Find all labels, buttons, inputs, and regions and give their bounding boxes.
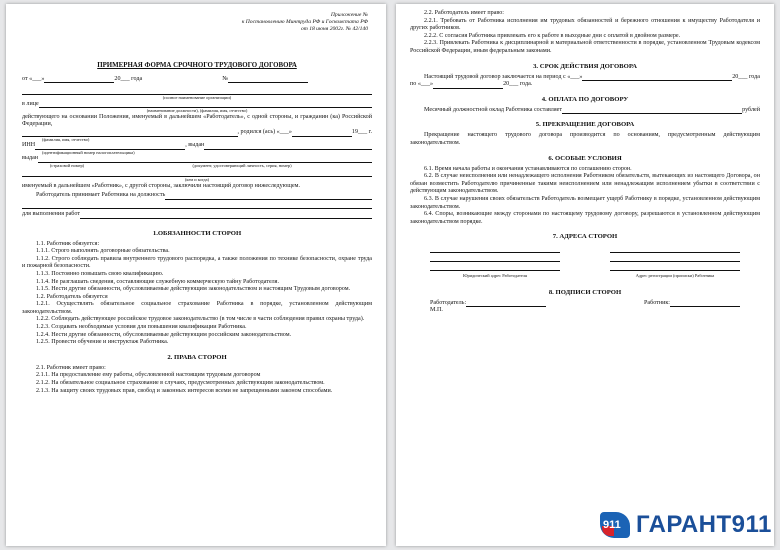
term-start-blank [582,74,732,81]
term-line-1 [410,74,760,82]
term-end-blank [433,82,503,89]
termination-text: Прекращение настоящего трудового договора производится по основаниям, предусмотренным действующим законодательством. [410,132,760,146]
garant-badge-icon [600,512,630,538]
issued-line [22,155,372,163]
appendix-note [178,12,368,32]
s2-item: 2.1.3. На защиту своих трудовых прав, свобод и законных интересов всеми не запрещенными законом способами. [36,387,333,394]
in-person-line [22,101,372,109]
s1-item: 1.1.1. Строго выполнять договорные обязательства. [36,248,170,255]
address-blank [610,244,740,253]
issued-blank [204,143,372,150]
born-line [22,129,372,137]
employee-sign-blank [670,300,740,307]
employee-label: Работник: [644,299,670,306]
term-to: по «___» [410,81,434,88]
born-label: , родился (ась) «___» [237,128,292,135]
salary-line [410,107,760,115]
employer-sign-blank [466,300,546,307]
issued2-blank [38,156,372,163]
s1-item: 1.1.5. Нести другие обязанности, обусловливаемые действующим законодательством и настоящим Трудовым договором. [36,286,351,293]
section-5-title: 5. ПРЕКРАЩЕНИЕ ДОГОВОРА [535,121,635,129]
inn-line [22,142,372,150]
s1-item: 1.2.3. Создавать необходимые условия для повышения квалификации Работника. [36,324,247,331]
s2-right-item: 2.2.2. С согласия Работника привлекать его к работе в выходные дни с оплатой в двойном размере. [424,32,681,39]
section-8-title: 8. ПОДПИСИ СТОРОН [548,288,622,296]
inn-label: ИНН [22,142,36,149]
s1-item: 1.2.2. Соблюдать действующее российское трудовое законодательство (в том числе в части соблюдения правил охраны труда). [36,316,365,323]
s1-item: 1.1. Работник обязуется: [36,240,100,247]
employer-address [430,244,560,279]
caption-row [22,163,372,169]
s2-right-item: 2.2. Работодатель имеет право: [424,10,504,16]
address-blocks [410,244,760,279]
issued2-label: выдан [22,155,39,162]
address-blank [430,262,560,271]
position-blank [165,193,372,200]
s1-item: 1.1.2. Строго соблюдать правила внутреннего трудового распорядка, а также положения по технике безопасности, охране труда и пожарной безопасности. [22,255,372,270]
s1-item: 1.2. Работодатель обязуется [36,293,108,300]
appendix-line: от 18 июня 2002г. № 42/140 [300,25,368,32]
address-blank [610,262,740,271]
s2-right-item: 2.2.3. Привлекать Работника к дисциплинарной и материальной ответственности в порядке, установленном Трудовым кодексом Российской Федерации, иным федеральным законами. [410,40,760,54]
caption-legal-address: Юридический адрес Работодателя [462,273,528,279]
s2-item: 2.1. Работник имеет право: [36,364,106,371]
inn-blank [35,143,185,150]
born-year: 19___ г. [351,128,372,135]
salary-text: Месячный должностной оклад Работника составляет [424,106,563,113]
appendix-line: к Постановлению Минтруда РФ и Госкомстата РФ [241,18,368,25]
number-blank [228,76,308,83]
in-person-label: в лице [22,100,39,107]
section-7-title: 7. АДРЕСА СТОРОН [552,233,618,241]
contract-page-2 [396,4,774,546]
for-work-line [22,211,372,219]
section-6-title: 6. ОСОБЫЕ УСЛОВИЯ [548,154,622,162]
caption-insurance: (страховой номер) [49,162,85,168]
paragraph-named: именуемый в дальнейшем «Работник», с другой стороны, заключили настоящий договор нижеследующем. [22,182,301,189]
s1-item: 1.2.1. Осуществлять обязательное социальное страхование Работника в порядке, установленном действующим законодательством. [22,301,372,315]
caption-doc: (документ, удостоверяющий личность, серия, номер) [192,162,292,168]
address-blank [430,244,560,253]
logo-wordmark: ГАРАНТ911 [636,511,772,538]
employer-label: Работодатель: [430,299,467,306]
s1-item: 1.2.4. Нести другие обязанности, обусловливаемые действующим российским законодательством. [36,331,292,338]
caption-position: (наименование должности), (фамилия, имя, отчество) [146,108,248,114]
salary-blank [562,107,742,114]
term-year1: 20___ года [732,73,760,80]
date-blank [44,76,114,83]
s1-item: 1.1.4. Не разглашать сведения, составляющие служебную коммерческую тайну Работодателя. [36,278,280,285]
org-blank [22,86,372,95]
date-number-line [22,76,372,84]
position-line [22,192,372,200]
s6-item: 6.1. Время начала работы и окончания устанавливаются по соглашению сторон. [424,165,632,172]
caption-fio: (фамилия, имя, отчество) [42,136,90,142]
section-1-title: 1.ОБЯЗАННОСТИ СТОРОН [152,229,242,237]
number-label: № [222,75,229,82]
appendix-line: Приложение № [330,12,368,18]
in-person-blank [39,101,372,108]
for-work-label: для выполнения работ [22,210,81,217]
caption-org: (полное наименование организации) [162,95,232,101]
paragraph-acting: действующего на основании Положения, именуемый в дальнейшем «Работодатель», с одной стороны, и гражданин (ка) Российской Федерации, [22,113,372,128]
s1-item: 1.1.3. Постоянно повышать свою квалификацию. [36,270,164,277]
born-blank [292,130,352,137]
position-blank-2 [22,200,372,209]
employer-signature [430,300,546,315]
for-work-blank [80,212,372,219]
date-year: 20___ года [114,75,143,82]
section-2-title: 2. ПРАВА СТОРОН [167,353,227,361]
s2-right-item: 2.2.1. Требовать от Работника исполнения им трудовых обязанностей и бережного отношения к имуществу Работодателя и других работников. [410,17,760,32]
s2-item: 2.1.1. На предоставление ему работы, обусловленной настоящим трудовым договором [36,372,261,379]
salary-rub: рублей [742,106,760,113]
caption-reg-address: Адрес регистрации (прописки) Работника [635,273,715,279]
caption-inn: (идентификационный номер налогоплательщика) [42,149,135,155]
address-blank [610,253,740,262]
address-blank [430,253,560,262]
name-blank [22,130,238,137]
who-blank [22,168,372,177]
employee-address [610,244,740,279]
caption-who: (кем и когда) [184,177,210,183]
term-text: Настоящий трудовой договор заключается на период с «___» [424,73,583,80]
contract-page-1 [6,4,386,546]
date-prefix: от «___» [22,75,45,82]
document-title: ПРИМЕРНАЯ ФОРМА СРОЧНОГО ТРУДОВОГО ДОГОВОРА [97,62,297,69]
employer-accepts: Работодатель принимает Работника на должность [36,192,166,199]
garant-logo [600,510,772,540]
employee-signature [644,300,740,315]
term-line-2 [410,81,760,89]
logo-badge-text: 911 [603,519,621,531]
s6-item: 6.3. В случае нарушения своих обязательств Работодатель возмещает ущерб Работнику в порядке, установленном действующим законодательством. [410,195,760,210]
s6-item: 6.4. Споры, возникающие между сторонами по настоящему трудовому договору, разрешаются в установленном действующим законодательством порядке. [410,211,760,225]
s2-item: 2.1.2. На обязательное социальное страхование в случаях, предусмотренных действующим законодательством. [36,380,325,387]
term-year2: 20___ года. [503,81,533,88]
signature-row [410,300,760,315]
section-3-title: 3. СРОК ДЕЙСТВИЯ ДОГОВОРА [533,62,637,70]
s6-item: 6.2. В случае неисполнения или ненадлежащего исполнения Работником обязательств, вытекающих из настоящего Договора, он обязан возместить Работодателю причиненные такими неисполнением или ненадлежащим исполнением убытки в соответствии с действующим законодательством. [410,173,760,195]
issued-label: , выдан [185,142,205,149]
stamp-label: М.П. [430,307,443,314]
section-4-title: 4. ОПЛАТА ПО ДОГОВОРУ [541,95,629,103]
s1-item: 1.2.5. Провести обучение и инструктаж Работника. [36,339,169,346]
